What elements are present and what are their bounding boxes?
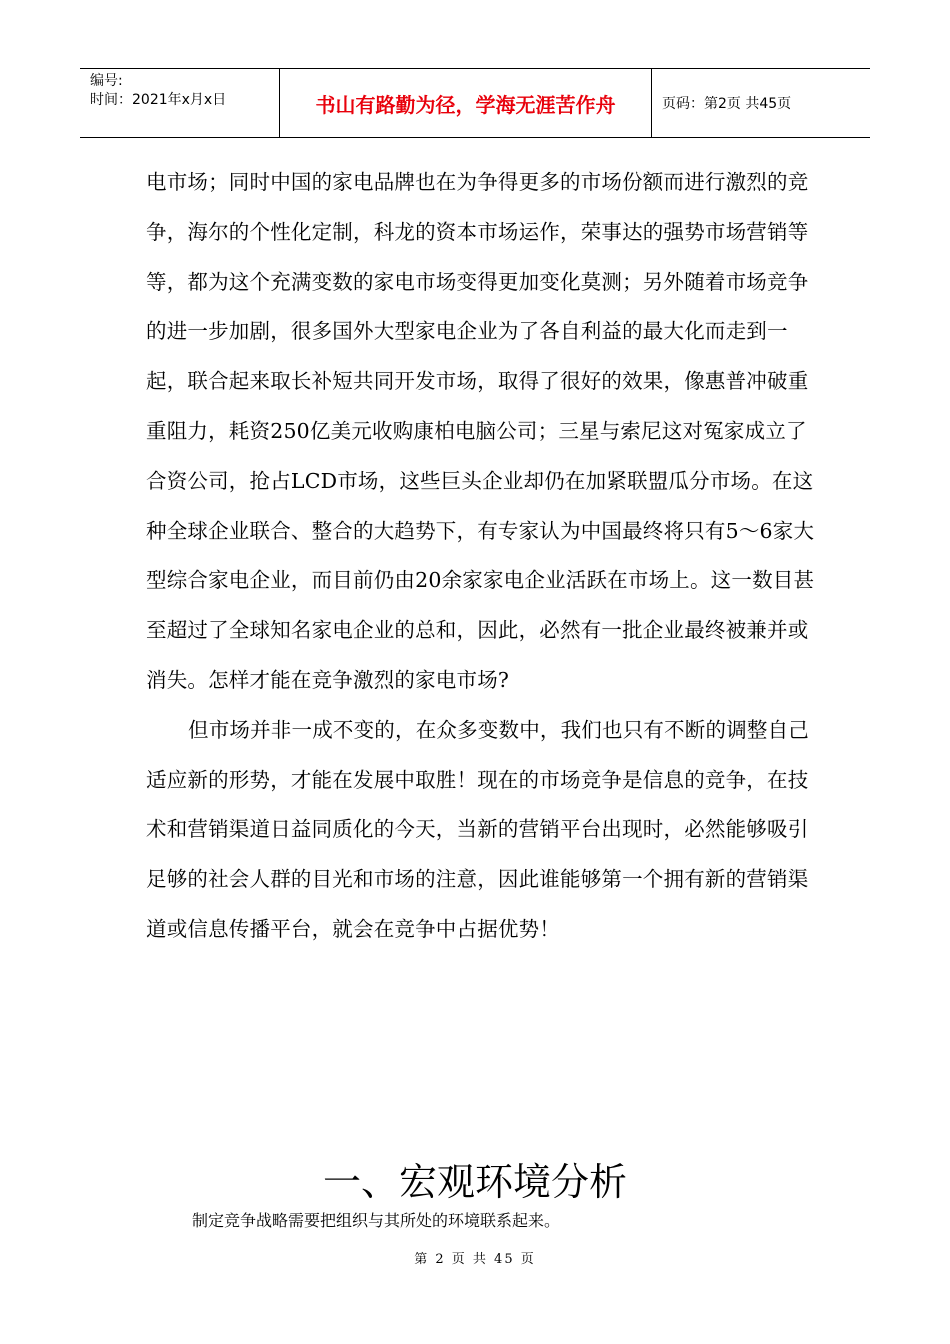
document-time: 时间：2021年x月x日	[90, 92, 227, 108]
section-intro: 制定竞争战略需要把组织与其所处的环境联系起来。	[192, 1211, 561, 1230]
section-heading: 一、宏观环境分析	[322, 1160, 627, 1204]
page-footer: 第 2 页 共 45 页	[414, 1252, 536, 1267]
header-page-info: 页码：第2页 共45页	[662, 96, 792, 112]
document-number-label: 编号:	[90, 73, 123, 89]
body-paragraph: 电市场；同时中国的家电品牌也在为争得更多的市场份额而进行激烈的竞争，海尔的个性化定制，科龙的资本市场运作，荣事达的强势市场营销等等，都为这个充满变数的家电市场变得更加变化莫测；另外随着市场竞争的进一步加剧，很多国外大型家电企业为了各自利益的最大化而走到一起，联合起来取长补短共同开发市场，取得了很好的效果，像惠普冲破重重阻力，耗资250亿美元收购康柏电脑公司；三星与索尼这对冤家成立了合资公司，抢占LCD市场，这些巨头企业却仍在加紧联盟瓜分市场。在这种全球企业联合、整合的大趋势下，有专家认为中国最终将只有5～6家大型综合家电企业，而目前仍由20余家家电企业活跃在市场上。这一数目甚至超过了全球知名家电企业的总和，因此，必然有一批企业最终被兼并或消失。怎样才能在竞争激烈的家电市场?	[146, 170, 815, 692]
header-motto: 书山有路勤为径，学海无涯苦作舟	[280, 69, 652, 137]
body-paragraph: 但市场并非一成不变的，在众多变数中，我们也只有不断的调整自己适应新的形势，才能在发展中取胜！现在的市场竞争是信息的竞争，在技术和营销渠道日益同质化的今天，当新的营销平台出现时，必然能够吸引足够的社会人群的目光和市场的注意，因此谁能够第一个拥有新的营销渠道或信息传播平台，就会在竞争中占据优势！	[146, 717, 809, 941]
page-header	[80, 68, 870, 138]
header-meta	[80, 69, 280, 137]
document-body	[146, 158, 826, 955]
